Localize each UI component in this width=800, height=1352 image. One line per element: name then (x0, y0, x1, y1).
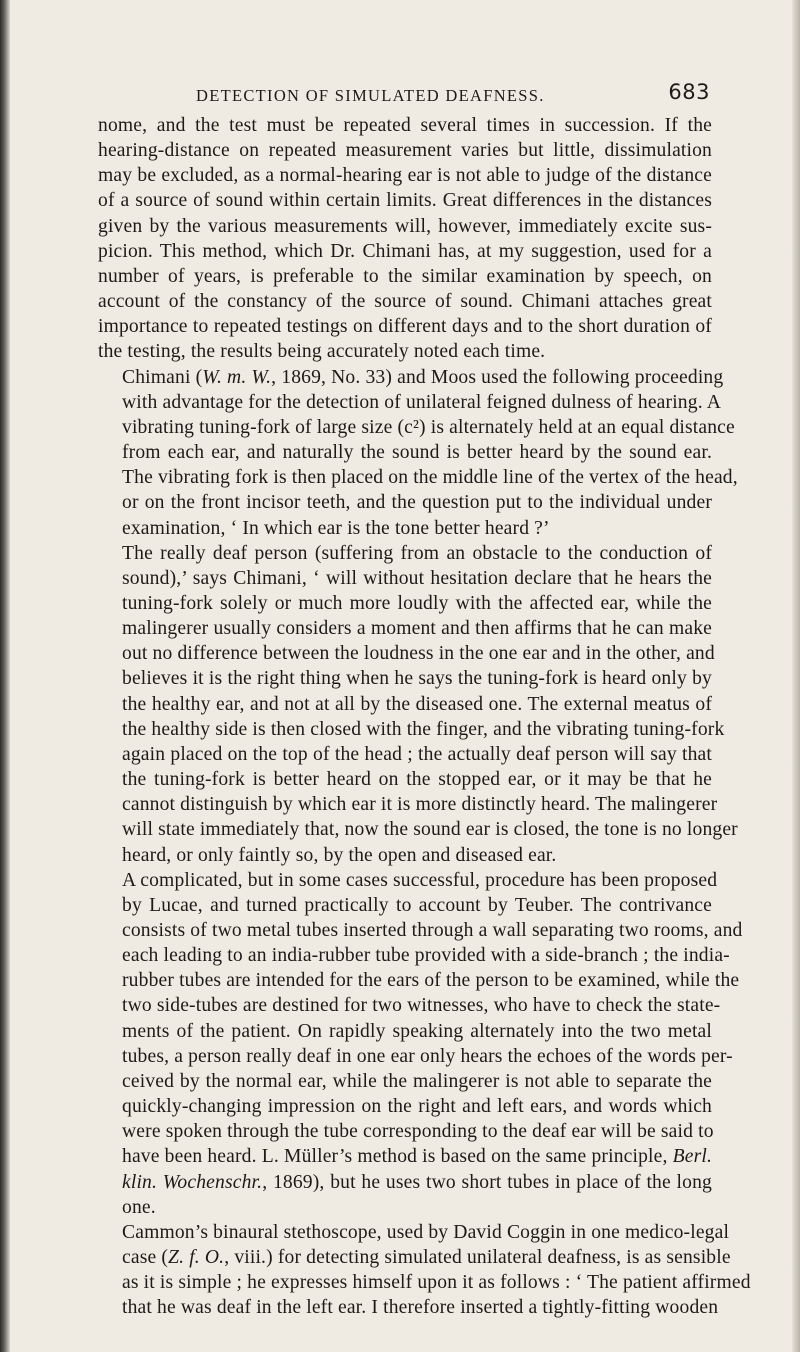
text-line: given by the various measurements will, however, immediately excite sus- (98, 215, 712, 237)
page-header (100, 80, 710, 110)
body-text (98, 113, 751, 1321)
text-line: A complicated, but in some cases successful, procedure has been proposed (122, 869, 718, 891)
text-line: account of the constancy of the source of sound. Chimani attaches great (98, 291, 712, 313)
text-line: nome, and the test must be repeated several times in succession. If the (98, 115, 712, 136)
text-line: quickly-changing impression on the right and left ears, and words which (122, 1096, 712, 1118)
text-line: tubes, a person really deaf in one ear only hears the echoes of the words per- (122, 1045, 733, 1067)
text-line: cannot distinguish by which ear it is more distinctly heard. The malingerer (122, 794, 718, 816)
text-line: with advantage for the detection of unilateral feigned dulness of hearing. A (122, 391, 722, 413)
paragraph (98, 365, 738, 541)
text-line: may be excluded, as a normal-hearing ear is not able to judge of the distance (98, 165, 712, 187)
text-line: examination, ‘ In which ear is the tone better heard ?’ (122, 517, 550, 539)
text-line: number of years, is preferable to the similar examination by speech, on (98, 265, 712, 287)
page-number: 683 (668, 80, 710, 104)
text-line: that he was deaf in the left ear. I therefore inserted a tightly-fitting wooden (122, 1297, 719, 1319)
text-line: importance to repeated testings on different days and to the short duration of (98, 316, 712, 338)
text-line: ments of the patient. On rapidly speaking alternately into the two metal (122, 1020, 712, 1042)
text-line: or on the front incisor teeth, and the question put to the individual under (122, 492, 712, 514)
page-binding-shadow (0, 0, 10, 1352)
paragraph (98, 1220, 751, 1321)
text-line: again placed on the top of the head ; the actually deaf person will say that (122, 743, 712, 765)
text-line: malingerer usually considers a moment and then affirms that he can make (122, 618, 712, 640)
text-line: of a source of sound within certain limits. Great differences in the distances (98, 190, 712, 212)
text-line: the tuning-fork is better heard on the stopped ear, or it may be that he (122, 769, 712, 791)
text-line: Chimani (W. m. W., 1869, No. 33) and Moos used the following proceeding (122, 366, 724, 388)
text-line: tuning-fork solely or much more loudly with the affected ear, while the (122, 592, 712, 614)
text-line: consists of two metal tubes inserted through a wall separating two rooms, and (122, 920, 743, 941)
paragraph (98, 868, 743, 1220)
text-line: picion. This method, which Dr. Chimani has, at my suggestion, used for a (98, 240, 712, 262)
text-line: ceived by the normal ear, while the malingerer is not able to separate the (122, 1070, 712, 1092)
text-line: one. (122, 1196, 156, 1218)
text-line: each leading to an india-rubber tube provided with a side-branch ; the india- (122, 945, 730, 967)
text-line: Cammon’s binaural stethoscope, used by David Coggin in one medico-legal (122, 1221, 730, 1243)
text-line: have been heard. L. Müller’s method is based on the same principle, Berl. (122, 1146, 712, 1168)
page-edge (792, 0, 800, 1352)
text-line: the healthy ear, and not at all by the diseased one. The external meatus of (122, 693, 712, 715)
text-line: The really deaf person (suffering from an obstacle to the conduction of (122, 542, 712, 564)
text-line: two side-tubes are destined for two witnesses, who have to check the state- (122, 995, 721, 1017)
text-line: case (Z. f. O., viii.) for detecting simulated unilateral deafness, is as sensible (122, 1247, 731, 1269)
text-line: by Lucae, and turned practically to account by Teuber. The contrivance (122, 894, 712, 916)
text-line: were spoken through the tube corresponding to the deaf ear will be said to (122, 1121, 714, 1143)
text-line: sound),’ says Chimani, ‘ will without hesitation declare that he hears the (122, 567, 712, 589)
paragraph (98, 113, 712, 365)
text-line: believes it is the right thing when he says the tuning-fork is heard only by (122, 668, 712, 690)
text-line: will state immediately that, now the sound ear is closed, the tone is no longer (122, 819, 738, 841)
text-line: The vibrating fork is then placed on the middle line of the vertex of the head, (122, 467, 738, 489)
paragraph (98, 541, 738, 868)
text-line: out no difference between the loudness in the one ear and in the other, and (122, 643, 715, 665)
text-line: the testing, the results being accurately noted each time. (98, 341, 546, 363)
text-line: vibrating tuning-fork of large size (c²) is alternately held at an equal distance (122, 416, 735, 438)
text-line: rubber tubes are intended for the ears of the person to be examined, while the (122, 970, 740, 992)
running-head: DETECTION OF SIMULATED DEAFNESS. (196, 86, 545, 105)
text-line: the healthy side is then closed with the finger, and the vibrating tuning-fork (122, 718, 725, 740)
text-line: from each ear, and naturally the sound is better heard by the sound ear. (122, 442, 712, 464)
text-line: hearing-distance on repeated measurement varies but little, dissimulation (98, 140, 712, 162)
text-line: as it is simple ; he expresses himself upon it as follows : ‘ The patient affirmed (122, 1272, 751, 1294)
text-line: klin. Wochenschr., 1869), but he uses two short tubes in place of the long (122, 1171, 712, 1193)
text-line: heard, or only faintly so, by the open and diseased ear. (122, 844, 557, 866)
